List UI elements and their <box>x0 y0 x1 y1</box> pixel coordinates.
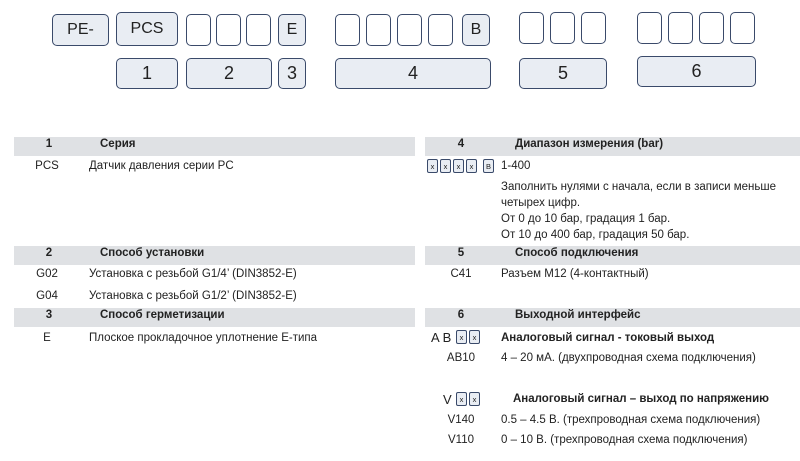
code-slot <box>668 12 693 44</box>
range-note: От 0 до 10 бар, градация 1 бар. <box>501 213 671 225</box>
range-suffix-box: B <box>462 14 490 46</box>
option-description: Установка с резьбой G1/4’ (DIN3852-E) <box>89 268 297 280</box>
section-header <box>425 308 800 327</box>
group-label-5: 5 <box>519 58 607 89</box>
code-cell: x <box>440 159 451 173</box>
section-header <box>425 246 800 265</box>
group-label-3: 3 <box>278 58 306 89</box>
section-header <box>14 137 415 156</box>
code-slot <box>637 12 662 44</box>
output-subtitle: Аналоговый сигнал - токовый выход <box>501 332 715 344</box>
section-title: Диапазон измерения (bar) <box>515 138 664 150</box>
section-title: Способ установки <box>100 247 205 259</box>
series-box: PCS <box>116 12 178 46</box>
option-code: V110 <box>447 434 474 446</box>
section-title: Способ подключения <box>515 247 639 259</box>
section-title: Способ герметизации <box>100 309 225 321</box>
code-slot <box>186 14 211 46</box>
code-cell: x <box>466 159 477 173</box>
group-label-6: 6 <box>637 56 756 87</box>
section-header <box>425 137 800 156</box>
code-slot <box>550 12 575 44</box>
code-slot <box>216 14 241 46</box>
output-prefix: V <box>443 392 452 407</box>
section-number: 3 <box>45 309 53 321</box>
code-cell: x <box>456 330 467 344</box>
option-description: Разъем M12 (4-контактный) <box>501 268 649 280</box>
range-value: 1-400 <box>501 160 531 172</box>
option-code: E <box>43 332 51 344</box>
group-label-2: 2 <box>186 58 272 89</box>
option-description: 0 – 10 В. (трехпроводная схема подключения) <box>501 434 748 446</box>
option-code: V140 <box>447 414 475 426</box>
section-number: 5 <box>457 247 465 259</box>
option-code: AB10 <box>446 352 476 364</box>
range-note: От 10 до 400 бар, градация 50 бар. <box>501 229 690 241</box>
code-slot <box>366 14 391 46</box>
code-slot <box>730 12 755 44</box>
option-description: 4 – 20 мА. (двухпроводная схема подключения) <box>501 352 756 364</box>
option-description: Плоское прокладочное уплотнение E-типа <box>89 332 318 344</box>
range-note: Заполнить нулями с начала, если в записи меньше <box>501 181 777 193</box>
code-cell: x <box>469 330 480 344</box>
code-slot <box>246 14 271 46</box>
code-cell: x <box>456 392 467 406</box>
option-description: Установка с резьбой G1/2’ (DIN3852-E) <box>89 290 297 302</box>
code-slot <box>581 12 606 44</box>
option-description: Датчик давления серии PC <box>89 160 234 172</box>
section-number: 1 <box>45 138 53 150</box>
group-label-1: 1 <box>116 58 178 89</box>
code-slot <box>335 14 360 46</box>
output-subtitle: Аналоговый сигнал – выход по напряжению <box>513 393 769 405</box>
code-slot <box>519 12 544 44</box>
option-description: 0.5 – 4.5 В. (трехпроводная схема подключения) <box>501 414 761 426</box>
prefix-box: PE- <box>52 14 109 46</box>
sealing-box: E <box>278 14 306 46</box>
code-cell: x <box>453 159 464 173</box>
section-title: Серия <box>100 138 136 150</box>
section-header <box>14 308 415 327</box>
code-cell: x <box>427 159 438 173</box>
option-code: G02 <box>36 268 58 280</box>
section-header <box>14 246 415 265</box>
option-code: PCS <box>35 160 59 172</box>
code-slot <box>397 14 422 46</box>
option-code: C41 <box>450 268 472 280</box>
section-number: 6 <box>457 309 465 321</box>
section-number: 2 <box>45 247 53 259</box>
range-note: четырех цифр. <box>501 197 581 209</box>
output-prefix: A B <box>431 330 452 345</box>
group-label-4: 4 <box>335 58 491 89</box>
code-slot <box>428 14 453 46</box>
code-cell: B <box>483 159 494 173</box>
code-cell: x <box>469 392 480 406</box>
section-number: 4 <box>457 138 465 150</box>
section-title: Выходной интерфейс <box>515 309 641 321</box>
code-slot <box>699 12 724 44</box>
option-code: G04 <box>36 290 58 302</box>
